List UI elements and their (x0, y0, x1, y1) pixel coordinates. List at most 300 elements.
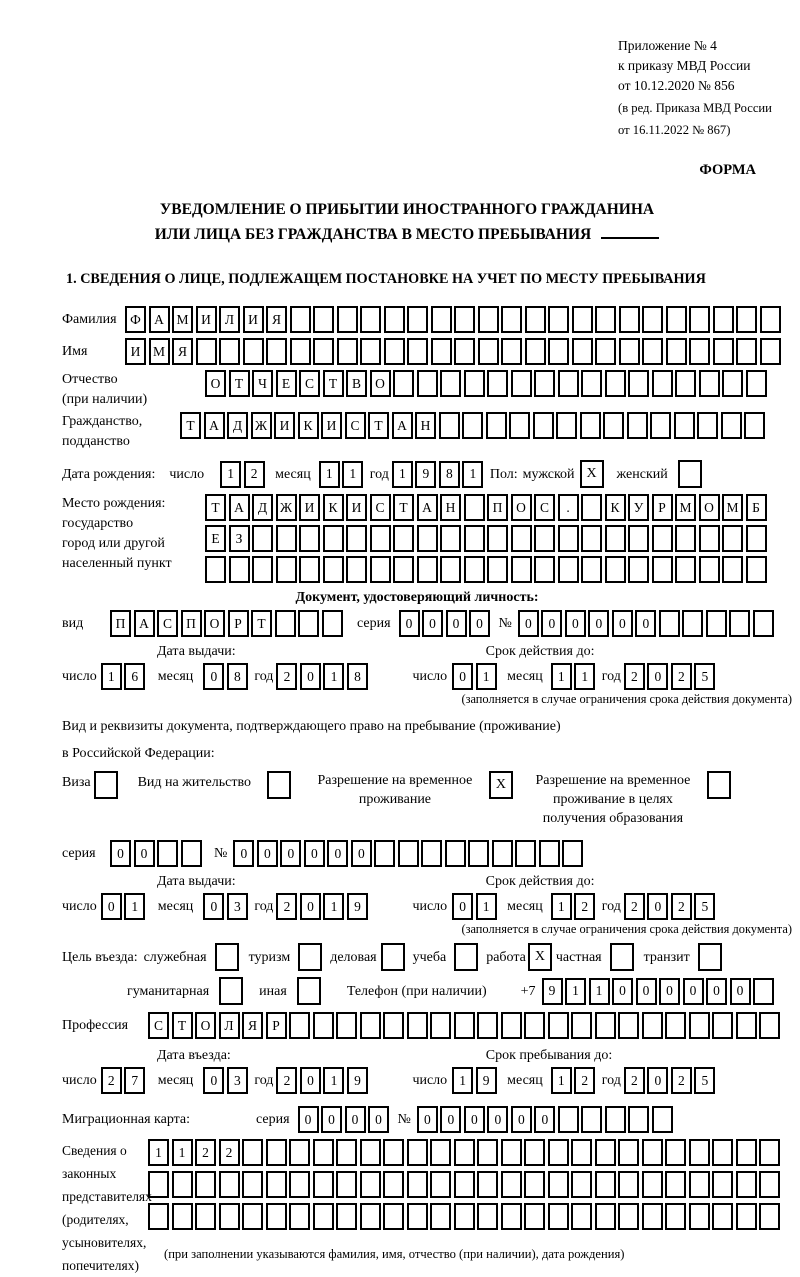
day-label: число (62, 899, 97, 914)
char-cell (511, 370, 532, 397)
char-cell: 5 (694, 893, 715, 920)
char-cell: 1 (323, 1067, 344, 1094)
day-label: число (62, 669, 97, 684)
char-cell: 1 (323, 893, 344, 920)
char-cell (336, 1171, 357, 1198)
char-cell: 0 (518, 610, 539, 637)
char-cell (219, 1203, 240, 1230)
month-label: месяц (275, 466, 311, 482)
char-cell: 1 (220, 461, 241, 488)
char-cell: С (299, 370, 320, 397)
char-cell (360, 306, 381, 333)
char-cell: А (204, 412, 225, 439)
char-cell (627, 412, 648, 439)
char-cell (524, 1171, 545, 1198)
char-cell: 0 (298, 1106, 319, 1133)
purpose-ucheba-label: учеба (412, 949, 447, 965)
char-cell (642, 338, 663, 365)
char-cell: 8 (439, 461, 460, 488)
char-cell: 2 (624, 663, 645, 690)
char-cell: 0 (706, 978, 727, 1005)
surname-row (62, 306, 792, 333)
patronymic-label: Отчество (при наличии) (62, 372, 148, 407)
char-cell: П (181, 610, 202, 637)
char-cell (393, 556, 414, 583)
char-cell (674, 412, 695, 439)
char-cell (699, 370, 720, 397)
identity-doc-heading: Документ, удостоверяющий личность: (295, 590, 539, 605)
char-cell (618, 1139, 639, 1166)
char-cell (477, 1139, 498, 1166)
char-cell: 0 (233, 840, 254, 867)
char-cell: С (534, 494, 555, 521)
char-cell (759, 1203, 780, 1230)
char-cell (511, 525, 532, 552)
char-cell (383, 1171, 404, 1198)
char-cell: Т (393, 494, 414, 521)
char-cell (689, 1012, 710, 1039)
char-cell (548, 338, 569, 365)
res-issue-year-cells (276, 893, 370, 920)
char-cell: Н (440, 494, 461, 521)
char-cell (572, 338, 593, 365)
char-cell: У (628, 494, 649, 521)
entry-dates-row (62, 1067, 792, 1094)
female-checkbox (678, 460, 702, 488)
entry-date-heading: Дата въезда: (157, 1048, 231, 1063)
char-cell (628, 1106, 649, 1133)
year-label: год (254, 1073, 274, 1088)
doc-type-cells (110, 610, 345, 637)
char-cell (572, 306, 593, 333)
edition-date-line: от 16.11.2022 № 867) (618, 123, 731, 137)
char-cell (605, 370, 626, 397)
char-cell (322, 610, 343, 637)
char-cell: Т (180, 412, 201, 439)
char-cell: 7 (124, 1067, 145, 1094)
char-cell (595, 306, 616, 333)
doc-valid-day-cells (452, 663, 499, 690)
order-date-line: от 10.12.2020 № 856 (618, 78, 735, 93)
char-cell (746, 370, 767, 397)
rvp-label: Разрешение на временное проживание (317, 773, 473, 807)
char-cell: 0 (368, 1106, 389, 1133)
char-cell: А (417, 494, 438, 521)
char-cell (336, 1139, 357, 1166)
char-cell: 1 (551, 663, 572, 690)
purpose-label: Цель въезда: (62, 949, 138, 965)
char-cell: 2 (276, 1067, 297, 1094)
char-cell (675, 370, 696, 397)
res-valid-month-cells (551, 893, 598, 920)
year-label: год (254, 899, 274, 914)
char-cell (487, 370, 508, 397)
day-label: число (62, 1073, 97, 1088)
char-cell: 1 (462, 461, 483, 488)
char-cell: О (205, 370, 226, 397)
char-cell: М (722, 494, 743, 521)
char-cell (417, 525, 438, 552)
res-series-row (62, 840, 792, 867)
char-cell: Л (219, 1012, 240, 1039)
doc-number-cells (518, 610, 777, 637)
char-cell (360, 1171, 381, 1198)
char-cell (393, 525, 414, 552)
char-cell (492, 840, 513, 867)
char-cell: 1 (342, 461, 363, 488)
char-cell (558, 370, 579, 397)
char-cell: 6 (124, 663, 145, 690)
char-cell (276, 556, 297, 583)
citizenship-label: Гражданство, подданство (62, 414, 143, 449)
birth-day-cells (220, 461, 267, 488)
res-valid-heading: Срок действия до: (485, 874, 595, 889)
stay-month-cells (551, 1067, 598, 1094)
surname-cells (125, 306, 783, 333)
char-cell: 0 (541, 610, 562, 637)
char-cell (760, 338, 781, 365)
char-cell (289, 1139, 310, 1166)
day-label: число (412, 1073, 448, 1088)
char-cell (501, 306, 522, 333)
year-label: год (601, 1073, 621, 1088)
char-cell (252, 525, 273, 552)
char-cell (431, 338, 452, 365)
month-label: месяц (157, 899, 194, 914)
char-cell (360, 338, 381, 365)
char-cell (713, 338, 734, 365)
char-cell: 0 (101, 893, 122, 920)
purpose-delovaya-label: деловая (330, 949, 377, 965)
char-cell (534, 525, 555, 552)
char-cell (360, 1012, 381, 1039)
purpose-sluzhebnaya-label: служебная (143, 949, 207, 965)
char-cell (524, 1139, 545, 1166)
mig-series-label: серия (256, 1112, 290, 1127)
char-cell: 1 (565, 978, 586, 1005)
char-cell: 3 (227, 1067, 248, 1094)
char-cell (501, 338, 522, 365)
char-cell: 0 (511, 1106, 532, 1133)
char-cell (157, 840, 178, 867)
char-cell (619, 338, 640, 365)
char-cell (313, 1012, 334, 1039)
char-cell (242, 1203, 263, 1230)
rvpo-label: Разрешение на временное проживание в целях получения образования (535, 773, 691, 826)
char-cell (407, 306, 428, 333)
char-cell (666, 306, 687, 333)
char-cell (534, 370, 555, 397)
char-cell (642, 1012, 663, 1039)
char-cell (558, 525, 579, 552)
char-cell (721, 412, 742, 439)
char-cell (571, 1139, 592, 1166)
char-cell: Я (172, 338, 193, 365)
char-cell (689, 306, 710, 333)
doc-valid-note: (заполняется в случае ограничения срока действия документа) (461, 692, 792, 706)
char-cell (421, 840, 442, 867)
char-cell: 0 (636, 978, 657, 1005)
char-cell (289, 1012, 310, 1039)
surname-label: Фамилия (62, 312, 117, 327)
char-cell (689, 1139, 710, 1166)
char-cell: И (243, 306, 264, 333)
char-cell (699, 556, 720, 583)
char-cell (603, 412, 624, 439)
char-cell: 1 (323, 663, 344, 690)
char-cell (744, 412, 765, 439)
char-cell (548, 1139, 569, 1166)
char-cell: 9 (476, 1067, 497, 1094)
char-cell: Ж (276, 494, 297, 521)
purpose-turizm-label: туризм (248, 949, 291, 965)
stay-year-cells (624, 1067, 718, 1094)
char-cell (753, 978, 774, 1005)
char-cell: Д (252, 494, 273, 521)
char-cell: 1 (148, 1139, 169, 1166)
char-cell (605, 556, 626, 583)
char-cell (464, 370, 485, 397)
char-cell: Б (746, 494, 767, 521)
citizenship-row (62, 412, 792, 452)
doc-number-label: № (498, 616, 512, 631)
day-label: число (412, 669, 448, 684)
char-cell: 0 (417, 1106, 438, 1133)
char-cell (525, 338, 546, 365)
char-cell: 8 (347, 663, 368, 690)
char-cell (430, 1203, 451, 1230)
char-cell (581, 525, 602, 552)
char-cell (360, 1139, 381, 1166)
char-cell (736, 1012, 757, 1039)
char-cell: 1 (551, 1067, 572, 1094)
char-cell (712, 1012, 733, 1039)
char-cell (407, 1012, 428, 1039)
res-valid-note: (заполняется в случае ограничения срока действия документа) (461, 922, 792, 936)
char-cell: 1 (551, 893, 572, 920)
char-cell (383, 1203, 404, 1230)
char-cell (454, 1203, 475, 1230)
char-cell: А (149, 306, 170, 333)
char-cell: Ч (252, 370, 273, 397)
phone-label: Телефон (при наличии) (346, 983, 487, 999)
purpose-turizm-checkbox (298, 943, 322, 971)
char-cell (511, 556, 532, 583)
char-cell: И (125, 338, 146, 365)
char-cell: 2 (624, 1067, 645, 1094)
char-cell (548, 306, 569, 333)
char-cell: 2 (276, 893, 297, 920)
char-cell: Ф (125, 306, 146, 333)
char-cell (290, 306, 311, 333)
char-cell: П (110, 610, 131, 637)
doc-type-row (62, 610, 792, 637)
migration-card-label: Миграционная карта: (62, 1112, 191, 1127)
char-cell (478, 338, 499, 365)
purpose-tranzit-label: транзит (643, 949, 690, 965)
mig-series-cells (298, 1106, 392, 1133)
doc-valid-month-cells (551, 663, 598, 690)
char-cell (628, 525, 649, 552)
char-cell: К (605, 494, 626, 521)
char-cell: 0 (257, 840, 278, 867)
char-cell (195, 1171, 216, 1198)
doc-issue-year-cells (276, 663, 370, 690)
char-cell: Т (368, 412, 389, 439)
char-cell (628, 370, 649, 397)
name-cells (125, 338, 783, 365)
char-cell (595, 1012, 616, 1039)
char-cell (558, 1106, 579, 1133)
char-cell (430, 1012, 451, 1039)
char-cell (148, 1171, 169, 1198)
char-cell (242, 1171, 263, 1198)
char-cell (562, 840, 583, 867)
month-label: месяц (507, 669, 543, 684)
char-cell: М (675, 494, 696, 521)
char-cell: 0 (422, 610, 443, 637)
char-cell (642, 1171, 663, 1198)
purpose-rabota-checkbox: X (528, 943, 552, 971)
char-cell (266, 338, 287, 365)
name-row (62, 338, 792, 365)
edition-line: (в ред. Приказа МВД России (618, 101, 772, 115)
char-cell: 9 (347, 1067, 368, 1094)
char-cell (252, 556, 273, 583)
form-title (22, 197, 792, 247)
char-cell (515, 840, 536, 867)
doc-dates-headings (62, 643, 792, 661)
char-cell (313, 306, 334, 333)
char-cell (722, 525, 743, 552)
char-cell (534, 556, 555, 583)
doc-dates-row (62, 663, 792, 690)
purpose-tranzit-checkbox (698, 943, 722, 971)
char-cell (299, 525, 320, 552)
char-cell (275, 610, 296, 637)
char-cell (276, 525, 297, 552)
char-cell (652, 1106, 673, 1133)
char-cell: 0 (647, 893, 668, 920)
annex-line: Приложение № 4 (618, 38, 717, 53)
char-cell (454, 306, 475, 333)
char-cell: И (274, 412, 295, 439)
char-cell (440, 525, 461, 552)
char-cell: Я (266, 306, 287, 333)
char-cell (336, 1012, 357, 1039)
char-cell (181, 840, 202, 867)
day-label: число (169, 466, 205, 482)
char-cell: С (370, 494, 391, 521)
char-cell (571, 1171, 592, 1198)
purpose-gumanitarnaya-label: гуманитарная (127, 983, 210, 999)
purpose-rabota-label: работа (486, 949, 526, 965)
char-cell: 0 (300, 1067, 321, 1094)
birth-place-cells-col (205, 494, 792, 588)
char-cell (370, 525, 391, 552)
char-cell: 2 (671, 1067, 692, 1094)
char-cell (618, 1171, 639, 1198)
char-cell: 0 (110, 840, 131, 867)
form-title-line1: УВЕДОМЛЕНИЕ О ПРИБЫТИИ ИНОСТРАННОГО ГРАЖДАНИНА (159, 201, 655, 218)
char-cell: Р (652, 494, 673, 521)
char-cell: 0 (659, 978, 680, 1005)
char-cell (172, 1203, 193, 1230)
char-cell (407, 1139, 428, 1166)
month-label: месяц (157, 1073, 194, 1088)
char-cell: 1 (574, 663, 595, 690)
char-cell: О (511, 494, 532, 521)
char-cell: 0 (452, 663, 473, 690)
char-cell: 0 (487, 1106, 508, 1133)
month-label: месяц (507, 1073, 543, 1088)
citizenship-cells (180, 412, 768, 439)
purpose-chastnaya-checkbox (610, 943, 634, 971)
char-cell (699, 525, 720, 552)
char-cell (313, 1203, 334, 1230)
char-cell (487, 525, 508, 552)
purpose-gumanitarnaya-checkbox (219, 977, 243, 1005)
char-cell: 0 (452, 893, 473, 920)
char-cell: А (392, 412, 413, 439)
char-cell: 2 (244, 461, 265, 488)
guardians-row2 (148, 1171, 783, 1198)
char-cell: Е (205, 525, 226, 552)
char-cell: 0 (464, 1106, 485, 1133)
char-cell: 1 (589, 978, 610, 1005)
male-checkbox: X (580, 460, 604, 488)
char-cell (195, 1203, 216, 1230)
char-cell (298, 610, 319, 637)
mig-number-cells (417, 1106, 676, 1133)
vnzh-label: Вид на жительство (137, 775, 251, 790)
char-cell: 0 (612, 978, 633, 1005)
char-cell (205, 556, 226, 583)
res-valid-year-cells (624, 893, 718, 920)
res-dates-headings (62, 873, 792, 891)
char-cell (666, 338, 687, 365)
char-cell: Р (228, 610, 249, 637)
rvp-checkbox: X (489, 771, 513, 799)
char-cell: 0 (647, 1067, 668, 1094)
char-cell (454, 338, 475, 365)
res-series-label: серия (62, 846, 96, 861)
stay-until-heading: Срок пребывания до: (485, 1048, 613, 1063)
char-cell: 0 (327, 840, 348, 867)
char-cell (478, 306, 499, 333)
char-cell (464, 556, 485, 583)
name-label: Имя (62, 344, 88, 359)
char-cell (642, 1203, 663, 1230)
char-cell (595, 1139, 616, 1166)
char-cell (524, 1012, 545, 1039)
char-cell: А (134, 610, 155, 637)
char-cell (665, 1012, 686, 1039)
guardians-cells-col (148, 1139, 792, 1262)
doc-issue-month-cells (203, 663, 250, 690)
char-cell (618, 1012, 639, 1039)
char-cell: Р (266, 1012, 287, 1039)
char-cell: 5 (694, 1067, 715, 1094)
char-cell (242, 1139, 263, 1166)
char-cell: 2 (276, 663, 297, 690)
char-cell: 2 (671, 663, 692, 690)
char-cell: Т (323, 370, 344, 397)
doc-valid-heading: Срок действия до: (485, 644, 595, 659)
char-cell: 9 (542, 978, 563, 1005)
char-cell: 1 (476, 663, 497, 690)
char-cell (323, 556, 344, 583)
